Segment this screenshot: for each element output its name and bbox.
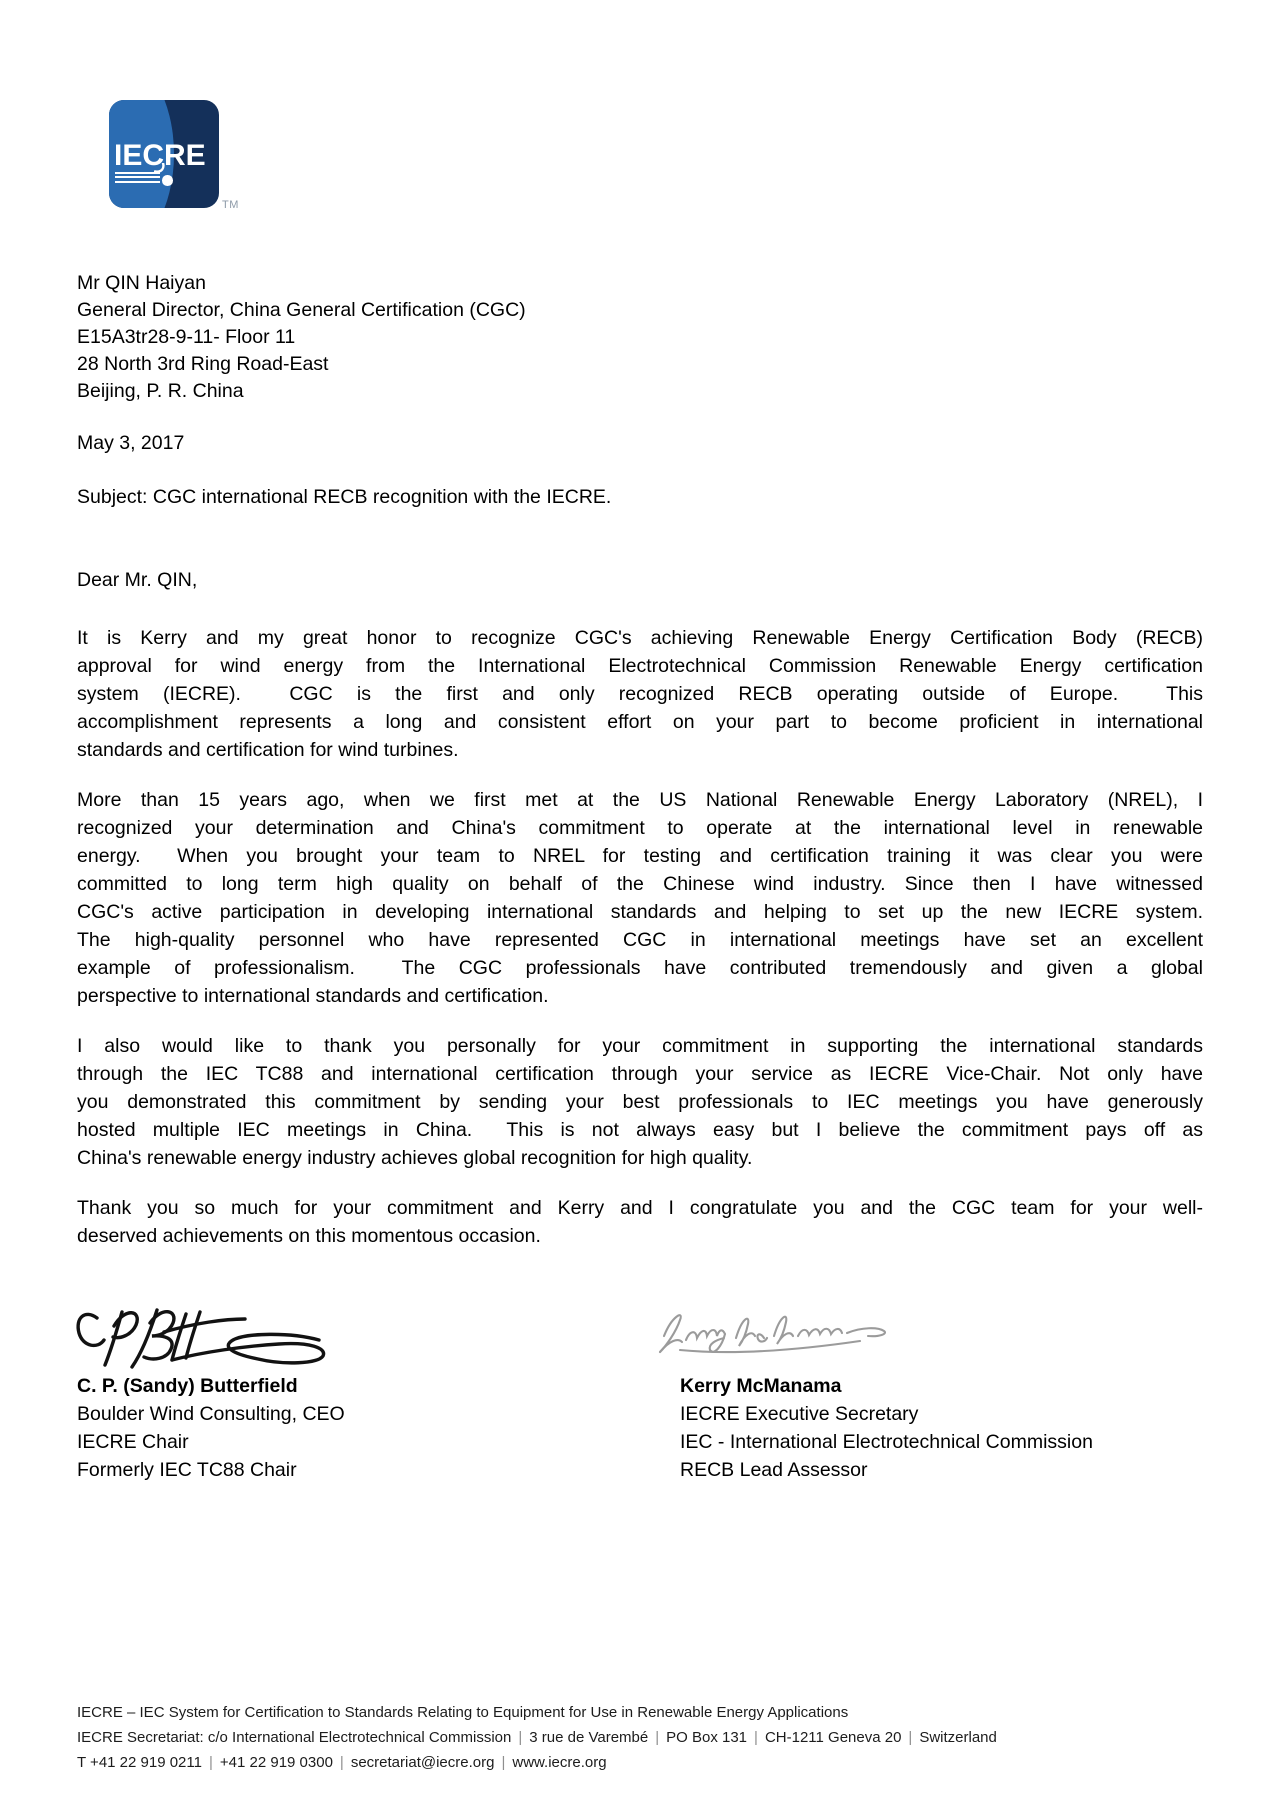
body-line: China's renewable energy industry achieves global recognition for high quality.: [77, 1147, 753, 1169]
signer-line: RECB Lead Assessor: [680, 1459, 868, 1481]
footer-separator: |: [518, 1729, 523, 1746]
signer-line: Formerly IEC TC88 Chair: [77, 1459, 297, 1481]
recipient-line: 28 North 3rd Ring Road-East: [77, 353, 329, 375]
body-line: recognized your determination and China's commitment to operate at the international level in renewable: [77, 817, 1203, 839]
recipient-line: Beijing, P. R. China: [77, 380, 244, 402]
iecre-logo: [109, 100, 219, 208]
logo-cedilla: [154, 163, 166, 176]
body-line: accomplishment represents a long and consistent effort on your part to become proficient in international: [77, 711, 1203, 733]
paragraph: [77, 624, 1203, 764]
body-line: Thank you so much for your commitment and Kerry and I congratulate you and the CGC team for your well-: [77, 1197, 1203, 1219]
salutation: Dear Mr. QIN,: [77, 569, 198, 591]
signer-line: IEC - International Electrotechnical Commission: [680, 1431, 1093, 1453]
paragraph: [77, 786, 1203, 1010]
body-line: energy. When you brought your team to NREL for testing and certification training it was clear you were: [77, 845, 1203, 867]
body-line: standards and certification for wind turbines.: [77, 739, 459, 761]
signer-line: IECRE Executive Secretary: [680, 1403, 919, 1425]
body-line: system (IECRE). CGC is the first and only recognized RECB operating outside of Europe. This: [77, 683, 1203, 705]
footer-line-3: [77, 1750, 997, 1775]
signer-block-mcmanama: [680, 1372, 1093, 1484]
body-line: More than 15 years ago, when we first met at the US National Renewable Energy Laboratory (NREL), I: [77, 789, 1203, 811]
body-line: you demonstrated this commitment by sending your best professionals to IEC meetings you have generously: [77, 1091, 1203, 1113]
signer-block-butterfield: [77, 1372, 345, 1484]
footer-text-segment: www.iecre.org: [512, 1754, 607, 1771]
footer-text-segment: CH-1211 Geneva 20: [764, 1729, 902, 1746]
body-line: hosted multiple IEC meetings in China. This is not always easy but I believe the commitment pays off as: [77, 1119, 1203, 1141]
body-line: through the IEC TC88 and international certification through your service as IECRE Vice-Chair. Not only have: [77, 1063, 1203, 1085]
logo-wordmark-re: RE: [164, 139, 206, 172]
body-line: CGC's active participation in developing international standards and helping to set up the new IECRE system.: [77, 901, 1203, 923]
footer-text-segment: 3 rue de Varembé: [529, 1729, 649, 1746]
footer-line-2: [77, 1725, 997, 1750]
footer-separator: |: [908, 1729, 913, 1746]
recipient-line: Mr QIN Haiyan: [77, 272, 206, 294]
footer-separator: |: [339, 1754, 344, 1771]
footer-text-segment: secretariat@iecre.org: [350, 1754, 495, 1771]
footer-text-segment: Switzerland: [919, 1729, 997, 1746]
footer-separator: |: [501, 1754, 506, 1771]
body-line: approval for wind energy from the International Electrotechnical Commission Renewable Energy certification: [77, 655, 1203, 677]
body-line: It is Kerry and my great honor to recognize CGC's achieving Renewable Energy Certification Body (RECB): [77, 627, 1203, 649]
body-line: deserved achievements on this momentous occasion.: [77, 1225, 541, 1247]
logo-underline-bar: [115, 172, 160, 174]
signer-line: Boulder Wind Consulting, CEO: [77, 1403, 345, 1425]
recipient-line: General Director, China General Certification (CGC): [77, 299, 526, 321]
footer-text-segment: T +41 22 919 0211: [77, 1754, 202, 1771]
logo-underline-bar: [115, 181, 160, 183]
logo-dot: [162, 175, 173, 186]
recipient-block: [77, 270, 526, 405]
letter-date: May 3, 2017: [77, 432, 185, 454]
body-line: committed to long term high quality on behalf of the Chinese wind industry. Since then I have witnessed: [77, 873, 1203, 895]
recipient-line: E15A3tr28-9-11- Floor 11: [77, 326, 296, 348]
letter-body: [77, 624, 1203, 1272]
mcmanama-signature: [652, 1306, 894, 1358]
footer-separator: |: [208, 1754, 213, 1771]
body-line: The high-quality personnel who have represented CGC in international meetings have set an excellent: [77, 929, 1203, 951]
body-line: example of professionalism. The CGC professionals have contributed tremendously and given a global: [77, 957, 1203, 979]
logo-trademark: TM: [222, 199, 239, 211]
body-line: perspective to international standards and certification.: [77, 985, 549, 1007]
letterhead-footer: [77, 1700, 997, 1775]
footer-line-1: IECRE – IEC System for Certification to Standards Relating to Equipment for Use in Renewable Energy Applications: [77, 1704, 849, 1721]
footer-text-segment: PO Box 131: [666, 1729, 748, 1746]
butterfield-signature: [73, 1302, 335, 1372]
signer-line: C. P. (Sandy) Butterfield: [77, 1375, 298, 1397]
signer-line: IECRE Chair: [77, 1431, 189, 1453]
body-line: I also would like to thank you personally for your commitment in supporting the international standards: [77, 1035, 1203, 1057]
paragraph: [77, 1032, 1203, 1172]
footer-separator: |: [655, 1729, 660, 1746]
paragraph: [77, 1194, 1203, 1250]
subject-line: Subject: CGC international RECB recognition with the IECRE.: [77, 486, 612, 508]
logo-underline-bar: [115, 176, 160, 178]
signer-line: Kerry McManama: [680, 1375, 842, 1397]
logo-wordmark-iec: IEC: [114, 139, 165, 172]
footer-text-segment: +41 22 919 0300: [219, 1754, 333, 1771]
footer-text-segment: IECRE Secretariat: c/o International Electrotechnical Commission: [77, 1729, 512, 1746]
footer-separator: |: [754, 1729, 758, 1746]
